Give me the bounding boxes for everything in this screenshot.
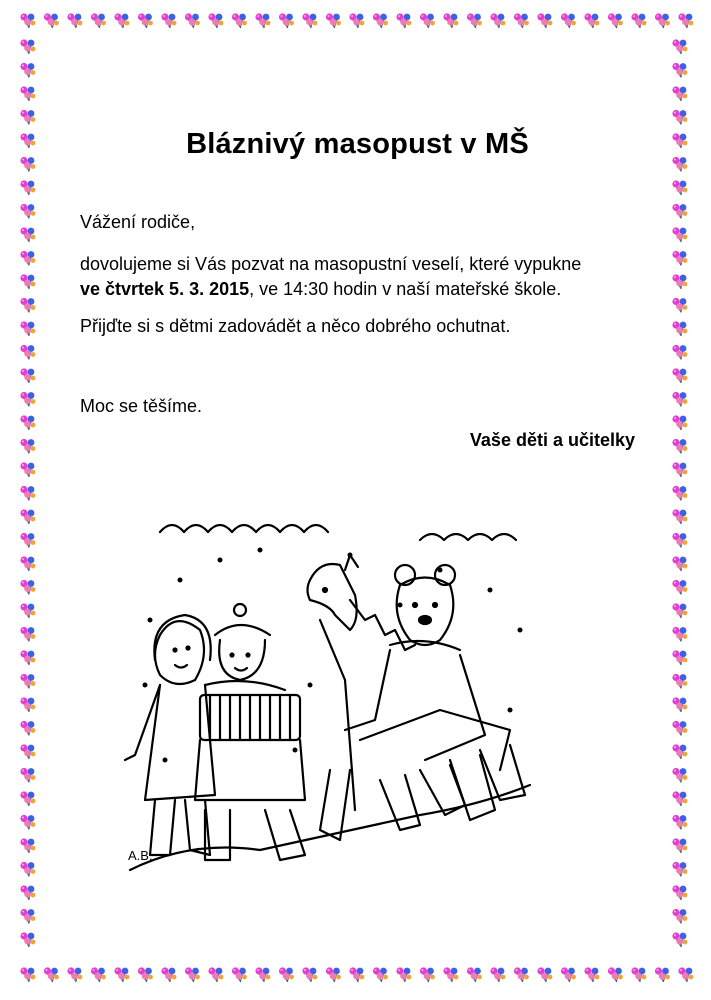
- balloon-bunch-icon: [302, 967, 317, 982]
- balloon-bunch-icon: [672, 415, 687, 430]
- balloon-bunch-icon: [20, 157, 35, 172]
- balloon-bunch-icon: [467, 13, 482, 28]
- balloon-bunch-icon: [672, 791, 687, 806]
- masopust-illustration: [120, 510, 550, 890]
- balloon-bunch-icon: [20, 603, 35, 618]
- balloon-bunch-icon: [20, 721, 35, 736]
- balloon-bunch-icon: [20, 627, 35, 642]
- balloon-bunch-icon: [20, 533, 35, 548]
- balloon-bunch-icon: [514, 967, 529, 982]
- balloon-bunch-icon: [161, 13, 176, 28]
- balloon-bunch-icon: [185, 13, 200, 28]
- balloon-bunch-icon: [44, 13, 59, 28]
- balloon-bunch-icon: [20, 932, 35, 947]
- girl-figure: [125, 615, 215, 855]
- balloon-bunch-icon: [20, 251, 35, 266]
- come-paragraph: Přijďte si s dětmi zadovádět a něco dobrého ochutnat.: [80, 316, 511, 336]
- balloon-bunch-icon: [114, 13, 129, 28]
- balloon-bunch-icon: [490, 967, 505, 982]
- balloon-bunch-icon: [20, 439, 35, 454]
- balloon-bunch-icon: [255, 967, 270, 982]
- balloon-bunch-icon: [443, 967, 458, 982]
- balloon-bunch-icon: [91, 13, 106, 28]
- balloon-bunch-icon: [672, 627, 687, 642]
- balloon-bunch-icon: [20, 556, 35, 571]
- balloon-bunch-icon: [672, 274, 687, 289]
- balloon-bunch-icon: [672, 838, 687, 853]
- artist-initials: A.B.: [128, 848, 153, 863]
- balloon-bunch-icon: [561, 967, 576, 982]
- balloon-bunch-icon: [537, 967, 552, 982]
- balloon-bunch-icon: [672, 721, 687, 736]
- balloon-bunch-icon: [20, 744, 35, 759]
- balloon-bunch-icon: [185, 967, 200, 982]
- balloon-bunch-icon: [161, 967, 176, 982]
- balloon-bunch-icon: [20, 368, 35, 383]
- balloon-bunch-icon: [20, 110, 35, 125]
- balloon-bunch-icon: [396, 967, 411, 982]
- cloud-right: [420, 534, 516, 540]
- balloon-bunch-icon: [672, 157, 687, 172]
- balloon-bunch-icon: [326, 967, 341, 982]
- balloon-bunch-icon: [20, 486, 35, 501]
- balloon-bunch-icon: [672, 392, 687, 407]
- event-date: ve čtvrtek 5. 3. 2015: [80, 279, 250, 300]
- balloon-bunch-icon: [678, 967, 693, 982]
- balloon-bunch-icon: [208, 13, 223, 28]
- balloon-bunch-icon: [20, 39, 35, 54]
- balloon-bunch-icon: [672, 486, 687, 501]
- balloon-bunch-icon: [302, 13, 317, 28]
- invitation-line: dovolujeme si Vás pozvat na masopustní veselí, které vypukne: [80, 254, 582, 274]
- balloon-bunch-icon: [672, 533, 687, 548]
- balloon-bunch-icon: [255, 13, 270, 28]
- balloon-bunch-icon: [20, 838, 35, 853]
- balloon-bunch-icon: [514, 13, 529, 28]
- balloon-bunch-icon: [678, 13, 693, 28]
- signature: Vaše děti a učitelky: [469, 430, 635, 450]
- balloon-bunch-icon: [20, 133, 35, 148]
- balloon-bunch-icon: [420, 13, 435, 28]
- balloon-bunch-icon: [672, 86, 687, 101]
- balloon-bunch-icon: [20, 298, 35, 313]
- balloon-bunch-icon: [349, 13, 364, 28]
- balloon-bunch-icon: [91, 967, 106, 982]
- balloon-bunch-icon: [672, 321, 687, 336]
- balloon-bunch-icon: [373, 13, 388, 28]
- balloon-bunch-icon: [349, 967, 364, 982]
- balloon-bunch-icon: [672, 862, 687, 877]
- balloon-bunch-icon: [279, 967, 294, 982]
- balloon-bunch-icon: [672, 650, 687, 665]
- balloon-bunch-icon: [672, 298, 687, 313]
- balloon-bunch-icon: [20, 967, 35, 982]
- balloon-bunch-icon: [631, 967, 646, 982]
- balloon-bunch-icon: [672, 462, 687, 477]
- balloon-bunch-icon: [672, 204, 687, 219]
- balloon-bunch-icon: [672, 227, 687, 242]
- balloon-bunch-icon: [138, 967, 153, 982]
- balloon-bunch-icon: [467, 967, 482, 982]
- balloon-bunch-icon: [208, 967, 223, 982]
- balloon-bunch-icon: [20, 462, 35, 477]
- balloon-bunch-icon: [20, 321, 35, 336]
- balloon-bunch-icon: [672, 603, 687, 618]
- balloon-bunch-icon: [279, 13, 294, 28]
- balloon-bunch-icon: [608, 967, 623, 982]
- balloon-bunch-icon: [672, 509, 687, 524]
- balloon-bunch-icon: [672, 768, 687, 783]
- balloon-bunch-icon: [396, 13, 411, 28]
- balloon-bunch-icon: [672, 674, 687, 689]
- balloon-bunch-icon: [608, 13, 623, 28]
- balloon-bunch-icon: [672, 180, 687, 195]
- balloon-bunch-icon: [490, 13, 505, 28]
- balloon-bunch-icon: [561, 13, 576, 28]
- balloon-bunch-icon: [67, 967, 82, 982]
- balloon-bunch-icon: [20, 204, 35, 219]
- cloud-left: [160, 525, 328, 532]
- balloon-bunch-icon: [672, 368, 687, 383]
- balloon-bunch-icon: [232, 967, 247, 982]
- balloon-bunch-icon: [20, 580, 35, 595]
- balloon-bunch-icon: [20, 392, 35, 407]
- balloon-bunch-icon: [655, 13, 670, 28]
- balloon-bunch-icon: [67, 13, 82, 28]
- balloon-bunch-icon: [44, 967, 59, 982]
- balloon-bunch-icon: [672, 251, 687, 266]
- balloon-bunch-icon: [373, 967, 388, 982]
- balloon-bunch-icon: [20, 909, 35, 924]
- balloon-bunch-icon: [672, 439, 687, 454]
- balloon-bunch-icon: [326, 13, 341, 28]
- balloon-bunch-icon: [20, 650, 35, 665]
- balloon-bunch-icon: [631, 13, 646, 28]
- balloon-bunch-icon: [672, 39, 687, 54]
- balloon-bunch-icon: [20, 862, 35, 877]
- balloon-bunch-icon: [114, 967, 129, 982]
- balloon-bunch-icon: [20, 345, 35, 360]
- balloon-bunch-icon: [672, 697, 687, 712]
- balloon-bunch-icon: [420, 967, 435, 982]
- balloon-bunch-icon: [20, 697, 35, 712]
- event-time-place: , ve 14:30 hodin v naší mateřské škole.: [249, 279, 562, 300]
- balloon-bunch-icon: [584, 967, 599, 982]
- balloon-bunch-icon: [20, 63, 35, 78]
- invitation-paragraph: [80, 252, 581, 302]
- balloon-bunch-icon: [20, 885, 35, 900]
- balloon-bunch-icon: [20, 815, 35, 830]
- bear-figure: [345, 565, 525, 820]
- balloon-bunch-icon: [20, 791, 35, 806]
- balloon-bunch-icon: [672, 909, 687, 924]
- balloon-bunch-icon: [672, 133, 687, 148]
- balloon-bunch-icon: [20, 274, 35, 289]
- horse-figure: [308, 555, 511, 840]
- balloon-bunch-icon: [20, 509, 35, 524]
- balloon-bunch-icon: [672, 744, 687, 759]
- balloon-bunch-icon: [232, 13, 247, 28]
- balloon-bunch-icon: [672, 63, 687, 78]
- balloon-bunch-icon: [672, 556, 687, 571]
- balloon-bunch-icon: [672, 345, 687, 360]
- balloon-bunch-icon: [138, 13, 153, 28]
- balloon-bunch-icon: [443, 13, 458, 28]
- greeting: Vážení rodiče,: [80, 212, 196, 232]
- balloon-bunch-icon: [20, 180, 35, 195]
- balloon-bunch-icon: [672, 885, 687, 900]
- balloon-bunch-icon: [20, 86, 35, 101]
- balloon-bunch-icon: [20, 227, 35, 242]
- balloon-bunch-icon: [672, 932, 687, 947]
- balloon-bunch-icon: [20, 13, 35, 28]
- closing-line: Moc se těšíme.: [80, 396, 203, 416]
- accordion-player-figure: [195, 604, 305, 860]
- balloon-bunch-icon: [20, 415, 35, 430]
- balloon-bunch-icon: [20, 674, 35, 689]
- balloon-bunch-icon: [584, 13, 599, 28]
- balloon-bunch-icon: [655, 967, 670, 982]
- balloon-bunch-icon: [672, 815, 687, 830]
- page-title: Bláznivý masopust v MŠ: [186, 128, 529, 160]
- balloon-bunch-icon: [672, 110, 687, 125]
- balloon-bunch-icon: [20, 768, 35, 783]
- balloon-bunch-icon: [537, 13, 552, 28]
- balloon-bunch-icon: [672, 580, 687, 595]
